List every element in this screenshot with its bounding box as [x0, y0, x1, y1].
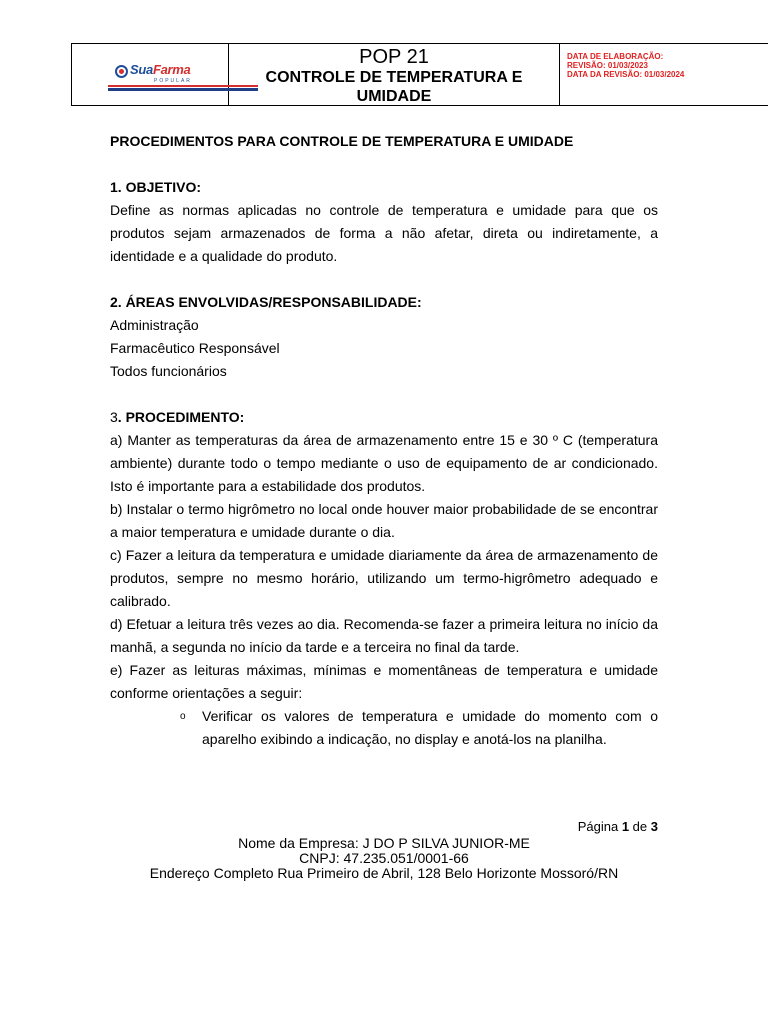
- document-header: [71, 43, 768, 106]
- procedure-bullet-text: Verificar os valores de temperatura e umidade do momento com o aparelho exibindo a indicação, no display e anotá-los na planilha.: [202, 708, 658, 747]
- pop-number: POP 21: [359, 46, 429, 68]
- section-areas-title: 2. ÁREAS ENVOLVIDAS/RESPONSABILIDADE:: [110, 294, 422, 310]
- logo-stripe-red: [108, 85, 258, 87]
- logo-emblem-icon: [115, 65, 128, 78]
- section-procedimento-title: 3. PROCEDIMENTO:: [110, 409, 245, 425]
- footer-company: Nome da Empresa: J DO P SILVA JUNIOR-ME: [238, 835, 530, 851]
- procedure-item-e: e) Fazer as leituras máximas, mínimas e momentâneas de temperatura e umidade conforme orientações a seguir:: [110, 662, 658, 701]
- meta-cell: [560, 44, 768, 105]
- area-item: Farmacêutico Responsável: [110, 340, 280, 356]
- logo-cell: [72, 44, 229, 105]
- document-heading: PROCEDIMENTOS PARA CONTROLE DE TEMPERATURA E UMIDADE: [110, 133, 574, 149]
- logo-stripe-blue: [108, 88, 258, 91]
- procedure-item-c: c) Fazer a leitura da temperatura e umidade diariamente da área de armazenamento de produtos, sempre no mesmo horário, utilizando um termo-higrômetro adequado e calibrado.: [110, 547, 658, 609]
- page-number: Página 1 de 3: [577, 819, 658, 834]
- section-objetivo-title: 1. OBJETIVO:: [110, 179, 202, 195]
- document-body: [110, 130, 658, 751]
- pop-title: CONTROLE DE TEMPERATURA E UMIDADE: [265, 69, 523, 105]
- bullet-circle-icon: o: [180, 711, 186, 722]
- logo-wordmark: SuaFarma: [130, 62, 191, 77]
- meta-data-revisao: DATA DA REVISÃO: 01/03/2024: [567, 70, 685, 79]
- procedure-bullet: [180, 705, 658, 751]
- procedure-item-b: b) Instalar o termo higrômetro no local onde houver maior probabilidade de se encontrar a maior temperatura e umidade durante o dia.: [110, 501, 658, 540]
- meta-elaboracao: DATA DE ELABORAÇÃO:: [567, 52, 664, 61]
- procedure-item-d: d) Efetuar a leitura três vezes ao dia. Recomenda-se fazer a primeira leitura no início da manhã, a segunda no início da tarde e a terceira no final da tarde.: [110, 616, 658, 655]
- section-objetivo-text: Define as normas aplicadas no controle de temperatura e umidade para que os produtos sejam armazenados de forma a não afetar, direta ou indiretamente, a identidade e a qualidade do produto.: [110, 202, 658, 264]
- procedure-item-a: a) Manter as temperaturas da área de armazenamento entre 15 e 30 º C (temperatura ambiente) durante todo o tempo mediante o uso de equipamento de ar condicionado. Isto é importante para a estabilidade dos produtos.: [110, 432, 658, 494]
- area-item: Todos funcionários: [110, 363, 227, 379]
- area-item: Administração: [110, 317, 199, 333]
- document-footer: [0, 836, 768, 881]
- footer-address: Endereço Completo Rua Primeiro de Abril, 128 Belo Horizonte Mossoró/RN: [149, 865, 619, 881]
- company-logo: [108, 59, 222, 89]
- logo-subtitle: POPULAR: [154, 78, 192, 84]
- title-cell: [229, 44, 560, 105]
- footer-cnpj: CNPJ: 47.235.051/0001-66: [299, 850, 469, 866]
- meta-revisao: REVISÃO: 01/03/2023: [567, 61, 648, 70]
